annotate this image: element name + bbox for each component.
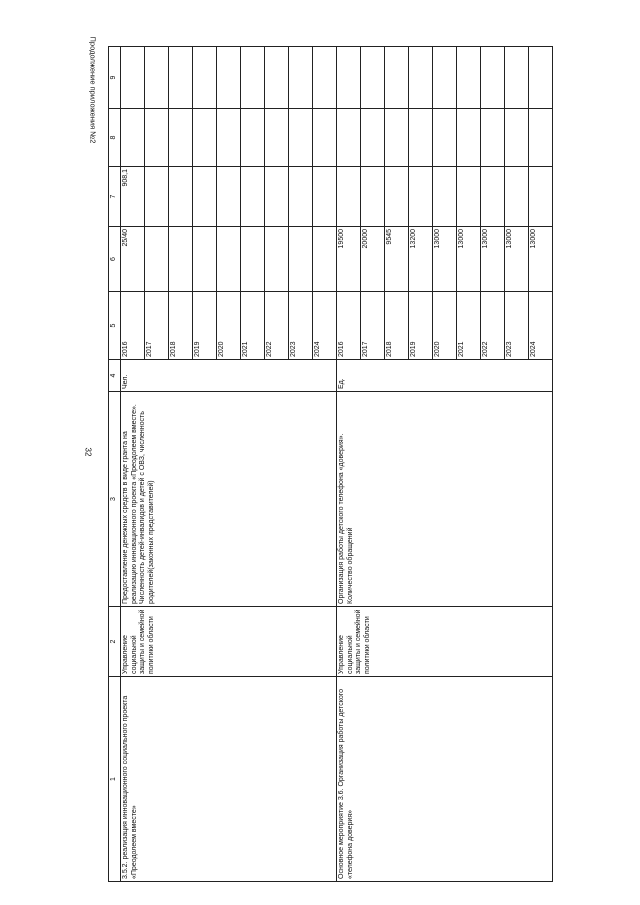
value-cell-7 <box>121 109 145 167</box>
indicator-cell: Организация работы детского телефона «доверия». Количество обращений <box>337 392 553 607</box>
value-cell-6 <box>385 167 409 227</box>
value-cell-6 <box>265 167 289 227</box>
value-cell-6 <box>169 167 193 227</box>
column-number-6: 6 <box>109 227 121 292</box>
value-cell-7 <box>169 109 193 167</box>
year-cell: 2019 <box>193 292 217 360</box>
table-body <box>121 47 553 882</box>
value-cell-8 <box>385 47 409 109</box>
value-cell-6 <box>409 167 433 227</box>
value-cell-6 <box>313 167 337 227</box>
value-cell-6 <box>337 167 361 227</box>
value-cell-6 <box>241 167 265 227</box>
value-cell-5: 13000 <box>505 227 529 292</box>
value-cell-8 <box>217 47 241 109</box>
value-cell-6 <box>505 167 529 227</box>
value-cell-6 <box>145 167 169 227</box>
value-cell-7 <box>337 109 361 167</box>
unit-cell: Чел. <box>121 360 337 392</box>
value-cell-6 <box>529 167 553 227</box>
year-cell: 2020 <box>433 292 457 360</box>
value-cell-6 <box>289 167 313 227</box>
value-cell-7 <box>289 109 313 167</box>
column-number-5: 5 <box>109 292 121 360</box>
year-cell: 2020 <box>217 292 241 360</box>
year-cell: 2023 <box>505 292 529 360</box>
value-cell-8 <box>529 47 553 109</box>
indicator-cell: Предоставление денежных средств в виде гранта на реализацию инновационного проекта «Преодолеем вместе». Численность детей-инвалидов и детей с ОВЗ, численность родителей(законных представителей) <box>121 392 337 607</box>
year-cell: 2021 <box>241 292 265 360</box>
executor-cell: Управление социальной защиты и семейной политики области <box>337 607 553 677</box>
value-cell-5: 20000 <box>361 227 385 292</box>
value-cell-7 <box>385 109 409 167</box>
value-cell-8 <box>361 47 385 109</box>
value-cell-8 <box>193 47 217 109</box>
executor-cell: Управление социальной защиты и семейной политики области <box>121 607 337 677</box>
value-cell-8 <box>265 47 289 109</box>
value-cell-6 <box>481 167 505 227</box>
column-number-8: 8 <box>109 109 121 167</box>
value-cell-5: 13000 <box>529 227 553 292</box>
value-cell-8 <box>337 47 361 109</box>
value-cell-7 <box>505 109 529 167</box>
value-cell-5 <box>289 227 313 292</box>
column-number-3: 3 <box>109 392 121 607</box>
value-cell-8 <box>409 47 433 109</box>
column-number-2: 2 <box>109 607 121 677</box>
value-cell-5: 13000 <box>433 227 457 292</box>
year-cell: 2016 <box>121 292 145 360</box>
column-number-4: 4 <box>109 360 121 392</box>
value-cell-6: 908,1 <box>121 167 145 227</box>
value-cell-7 <box>457 109 481 167</box>
column-number-1: 1 <box>109 677 121 882</box>
value-cell-7 <box>361 109 385 167</box>
value-cell-7 <box>313 109 337 167</box>
value-cell-5: 19500 <box>337 227 361 292</box>
value-cell-5 <box>265 227 289 292</box>
rotated-table-container <box>108 47 537 882</box>
year-cell: 2022 <box>265 292 289 360</box>
value-cell-7 <box>529 109 553 167</box>
value-cell-8 <box>241 47 265 109</box>
value-cell-5 <box>217 227 241 292</box>
value-cell-8 <box>505 47 529 109</box>
value-cell-8 <box>481 47 505 109</box>
measure-cell: Основное мероприятие 3.6. Организация работы детского «телефона доверия» <box>337 677 553 882</box>
value-cell-6 <box>433 167 457 227</box>
value-cell-5 <box>241 227 265 292</box>
value-cell-6 <box>457 167 481 227</box>
year-cell: 2019 <box>409 292 433 360</box>
year-cell: 2024 <box>529 292 553 360</box>
year-cell: 2021 <box>457 292 481 360</box>
value-cell-7 <box>241 109 265 167</box>
value-cell-7 <box>265 109 289 167</box>
value-cell-7 <box>433 109 457 167</box>
year-cell: 2018 <box>385 292 409 360</box>
value-cell-8 <box>169 47 193 109</box>
value-cell-5: 13000 <box>457 227 481 292</box>
value-cell-6 <box>193 167 217 227</box>
table-row <box>337 47 361 882</box>
year-cell: 2024 <box>313 292 337 360</box>
measure-cell: 3.5.2. реализация инновационного социального проекта «Преодолеем вместе» <box>121 677 337 882</box>
year-cell: 2017 <box>145 292 169 360</box>
value-cell-7 <box>217 109 241 167</box>
program-table <box>108 46 553 882</box>
page-number: 32 <box>83 447 93 457</box>
value-cell-7 <box>145 109 169 167</box>
value-cell-5 <box>169 227 193 292</box>
value-cell-5: 25/40 <box>121 227 145 292</box>
value-cell-5: 9545 <box>385 227 409 292</box>
value-cell-5: 13000 <box>481 227 505 292</box>
value-cell-6 <box>217 167 241 227</box>
year-cell: 2018 <box>169 292 193 360</box>
value-cell-8 <box>121 47 145 109</box>
table-row <box>121 47 145 882</box>
column-number-7: 7 <box>109 167 121 227</box>
value-cell-8 <box>457 47 481 109</box>
continuation-label: Продолжение приложения №2 <box>88 36 98 144</box>
value-cell-8 <box>289 47 313 109</box>
value-cell-6 <box>361 167 385 227</box>
value-cell-7 <box>409 109 433 167</box>
year-cell: 2016 <box>337 292 361 360</box>
value-cell-8 <box>145 47 169 109</box>
value-cell-7 <box>193 109 217 167</box>
value-cell-5: 13200 <box>409 227 433 292</box>
value-cell-7 <box>481 109 505 167</box>
value-cell-8 <box>433 47 457 109</box>
value-cell-5 <box>313 227 337 292</box>
year-cell: 2022 <box>481 292 505 360</box>
column-number-9: 9 <box>109 47 121 109</box>
year-cell: 2023 <box>289 292 313 360</box>
value-cell-8 <box>313 47 337 109</box>
year-cell: 2017 <box>361 292 385 360</box>
value-cell-5 <box>145 227 169 292</box>
value-cell-5 <box>193 227 217 292</box>
column-number-row <box>109 47 121 882</box>
unit-cell: Ед. <box>337 360 553 392</box>
